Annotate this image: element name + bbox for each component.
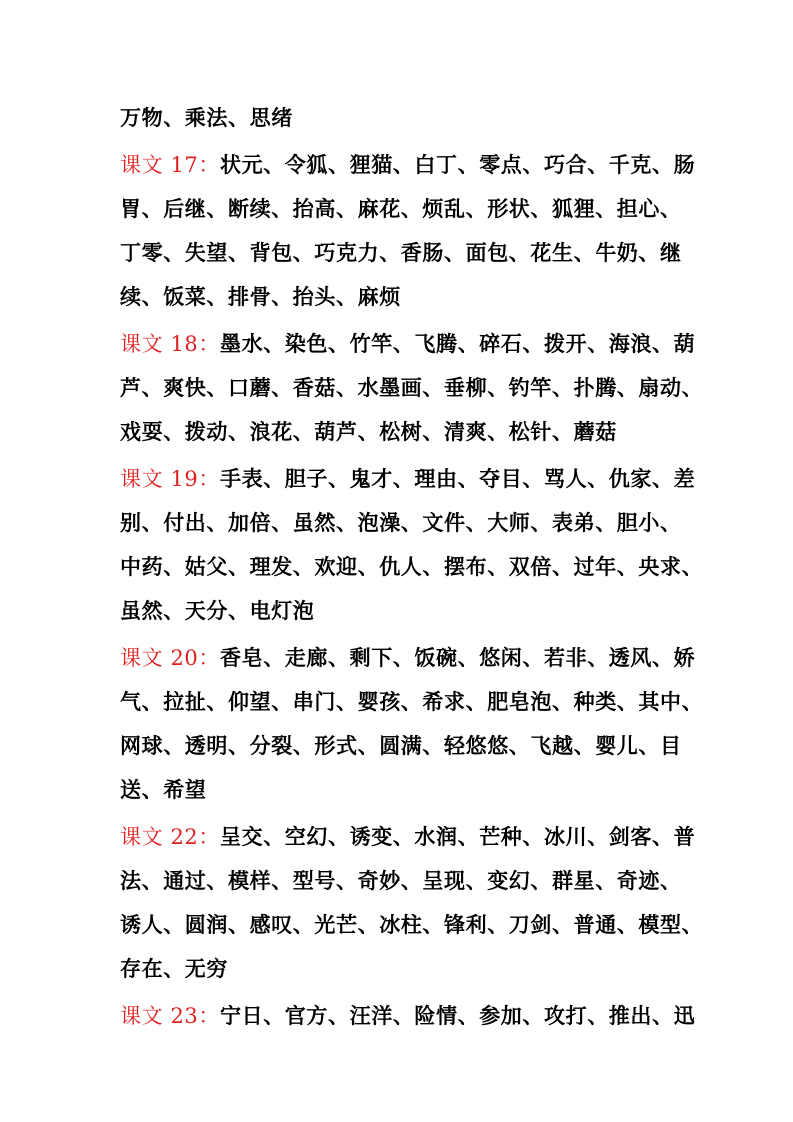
lesson-20-label: 课文 20：: [120, 646, 220, 670]
lesson-20-paragraph: [120, 636, 704, 812]
lesson-20-line-3: 网球、透明、分裂、形式、圆满、轻悠悠、飞越、婴儿、目: [120, 733, 682, 758]
intro-line: 万物、乘法、思绪: [120, 105, 293, 130]
lesson-19-line-2: 别、付出、加倍、虽然、泡澡、文件、大师、表弟、胆小、: [120, 510, 682, 535]
lesson-23-line-1: [120, 994, 696, 1038]
lesson-22-line-3: 诱人、圆润、感叹、光芒、冰柱、锋利、刀剑、普通、模型、: [120, 912, 704, 937]
lesson-22-line-1: [120, 815, 696, 859]
lesson-23-words: 宁日、官方、汪洋、险情、参加、攻打、推出、迅: [220, 1003, 696, 1028]
lesson-22-paragraph: [120, 815, 704, 991]
lesson-17-paragraph: [120, 143, 696, 319]
document-page: [120, 96, 704, 1038]
lesson-20-words: 香皂、走廊、剩下、饭碗、悠闲、若非、透风、娇: [220, 645, 696, 670]
lesson-20-line-1: [120, 636, 696, 680]
lesson-22-line-2: 法、通过、模样、型号、奇妙、呈现、变幻、群星、奇迹、: [120, 868, 682, 893]
lesson-19-line-3: 中药、姑父、理发、欢迎、仇人、摆布、双倍、过年、央求、: [120, 554, 704, 579]
lesson-19-line-1: [120, 457, 696, 501]
lesson-22-label: 课文 22：: [120, 825, 220, 849]
lesson-17-line-2: 胃、后继、断续、抬高、麻花、烦乱、形状、狐狸、担心、: [120, 196, 682, 221]
lesson-18-paragraph: [120, 322, 704, 454]
lesson-20-line-2: 气、拉扯、仰望、串门、婴孩、希求、肥皂泡、种类、其中、: [120, 689, 704, 714]
lesson-17-words: 状元、令狐、狸猫、白丁、零点、巧合、千克、肠: [220, 152, 696, 177]
lesson-22-line-4: 存在、无穷: [120, 956, 228, 981]
lesson-18-line-2: 芦、爽快、口蘑、香菇、水墨画、垂柳、钓竿、扑腾、扇动、: [120, 375, 704, 400]
lesson-23-label: 课文 23：: [120, 1004, 220, 1028]
lesson-18-words: 墨水、染色、竹竿、飞腾、碎石、拨开、海浪、葫: [220, 331, 696, 356]
lesson-19-line-4: 虽然、天分、电灯泡: [120, 598, 315, 623]
lesson-17-label: 课文 17：: [120, 153, 220, 177]
lesson-17-line-4: 续、饭菜、排骨、抬头、麻烦: [120, 284, 401, 309]
lesson-22-words: 呈交、空幻、诱变、水润、芒种、冰川、剑客、普: [220, 824, 696, 849]
lesson-18-line-3: 戏耍、拨动、浪花、葫芦、松树、清爽、松针、蘑菇: [120, 419, 617, 444]
lesson-20-line-4: 送、希望: [120, 777, 207, 802]
lesson-18-line-1: [120, 322, 696, 366]
lesson-19-words: 手表、胆子、鬼才、理由、夺目、骂人、仇家、差: [220, 466, 696, 491]
lesson-18-label: 课文 18：: [120, 332, 220, 356]
lesson-17-line-1: [120, 143, 696, 187]
lesson-19-label: 课文 19：: [120, 467, 220, 491]
lesson-17-line-3: 丁零、失望、背包、巧克力、香肠、面包、花生、牛奶、继: [120, 240, 682, 265]
intro-paragraph: [120, 96, 676, 140]
lesson-23-paragraph: [120, 994, 696, 1038]
lesson-19-paragraph: [120, 457, 704, 633]
